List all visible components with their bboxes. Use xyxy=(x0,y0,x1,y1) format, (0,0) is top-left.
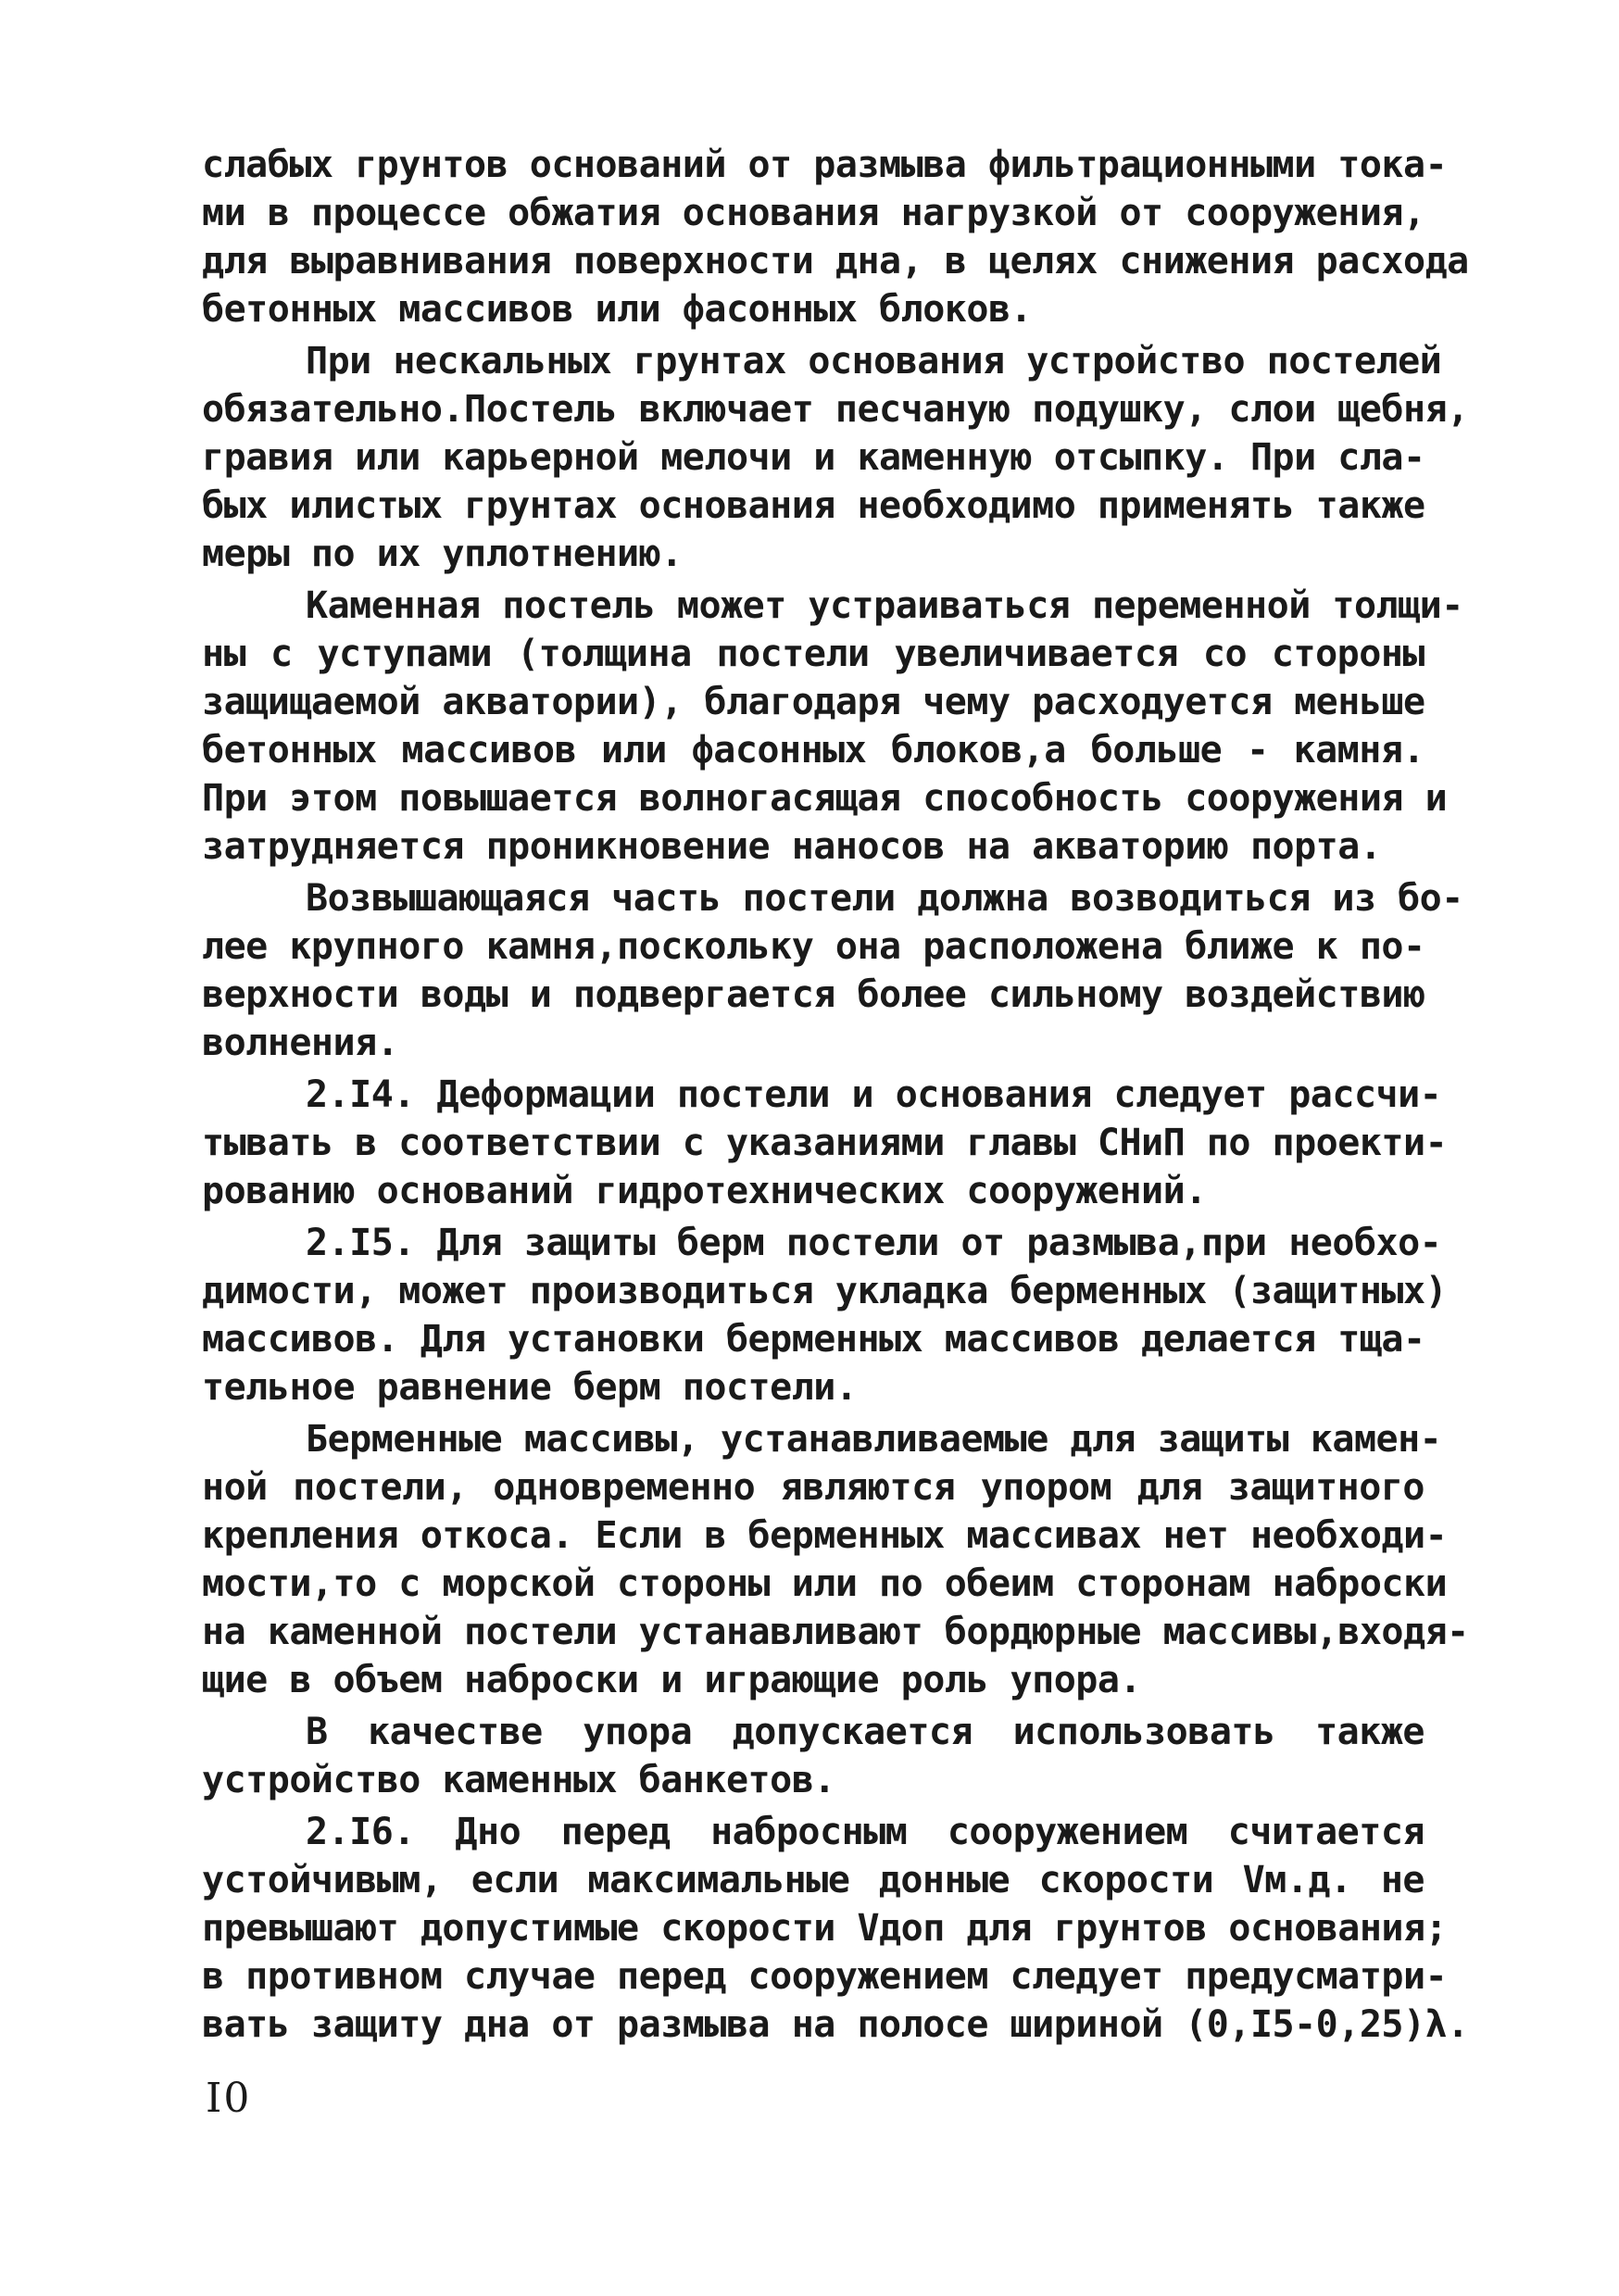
text-line: верхности воды и подвергается более сильному воздействию xyxy=(202,973,1425,1016)
text-line: крепления откоса. Если в берменных массивах нет необходи- xyxy=(202,1514,1448,1557)
text-line: 2.I5. Для защиты берм постели от размыва,при необхо- xyxy=(306,1222,1442,1264)
text-line: в противном случае перед сооружением следует предусматри- xyxy=(202,1955,1448,1998)
text-line: гравия или карьерной мелочи и каменную отсыпку. При сла- xyxy=(202,436,1425,479)
text-line: для выравнивания поверхности дна, в целях снижения расхода xyxy=(202,240,1469,282)
text-line: бых илистых грунтах основания необходимо применять также xyxy=(202,484,1425,527)
text-line: защищаемой акватории), благодаря чему расходуется меньше xyxy=(202,681,1425,723)
text-line: димости, может производиться укладка берменных (защитных) xyxy=(202,1270,1448,1312)
text-line: рованию оснований гидротехнических сооружений. xyxy=(202,1170,1207,1212)
text-line: тывать в соответствии с указаниями главы СНиП по проекти- xyxy=(202,1122,1448,1164)
text-line: бетонных массивов или фасонных блоков,а больше - камня. xyxy=(202,729,1424,772)
text-line: лее крупного камня,поскольку она расположена ближе к по- xyxy=(202,925,1425,968)
text-line: устойчивым, если максимальные донные скорости Vм.д. не xyxy=(202,1859,1424,1901)
text-line: бетонных массивов или фасонных блоков. xyxy=(202,288,1033,331)
text-line: ми в процессе обжатия основания нагрузкой от сооружения, xyxy=(202,192,1425,234)
text-line: При нескальных грунтах основания устройство постелей xyxy=(306,340,1442,383)
text-line: В качестве упора допускается использовать также xyxy=(306,1711,1424,1753)
text-line: мости,то с морской стороны или по обеим сторонам наброски xyxy=(202,1562,1448,1605)
text-line: на каменной постели устанавливают бордюрные массивы,входя- xyxy=(202,1611,1469,1653)
text-line: слабых грунтов оснований от размыва фильтрационными тока- xyxy=(202,144,1448,186)
text-line: ной постели, одновременно являются упором для защитного xyxy=(202,1466,1424,1509)
text-line: Берменные массивы, устанавливаемые для защиты камен- xyxy=(306,1418,1442,1461)
text-line: щие в объем наброски и играющие роль упора. xyxy=(202,1659,1142,1701)
text-line: Каменная постель может устраиваться переменной толщи- xyxy=(306,584,1463,627)
text-line: вать защиту дна от размыва на полосе шириной (0,I5-0,25)λ. xyxy=(202,2003,1469,2046)
text-line: превышают допустимые скорости Vдоп для грунтов основания; xyxy=(202,1907,1448,1950)
text-line: тельное равнение берм постели. xyxy=(202,1366,858,1409)
text-line: меры по их уплотнению. xyxy=(202,533,683,575)
text-line: При этом повышается волногасящая способность сооружения и xyxy=(202,777,1448,820)
text-line: затрудняется проникновение наносов на акваторию порта. xyxy=(202,825,1382,868)
text-line: массивов. Для установки берменных массивов делается тща- xyxy=(202,1318,1425,1361)
text-line: 2.I4. Деформации постели и основания следует рассчи- xyxy=(306,1073,1442,1116)
text-line: волнения. xyxy=(202,1022,399,1064)
text-line: ны с уступами (толщина постели увеличивается со стороны xyxy=(202,633,1424,675)
page-number: I0 xyxy=(206,2075,252,2122)
text-line: 2.I6. Дно перед набросным сооружением считается xyxy=(306,1811,1424,1853)
text-line: Возвышающаяся часть постели должна возводиться из бо- xyxy=(306,877,1463,920)
text-line: устройство каменных банкетов. xyxy=(202,1759,835,1801)
text-line: обязательно.Постель включает песчаную подушку, слои щебня, xyxy=(202,388,1469,431)
